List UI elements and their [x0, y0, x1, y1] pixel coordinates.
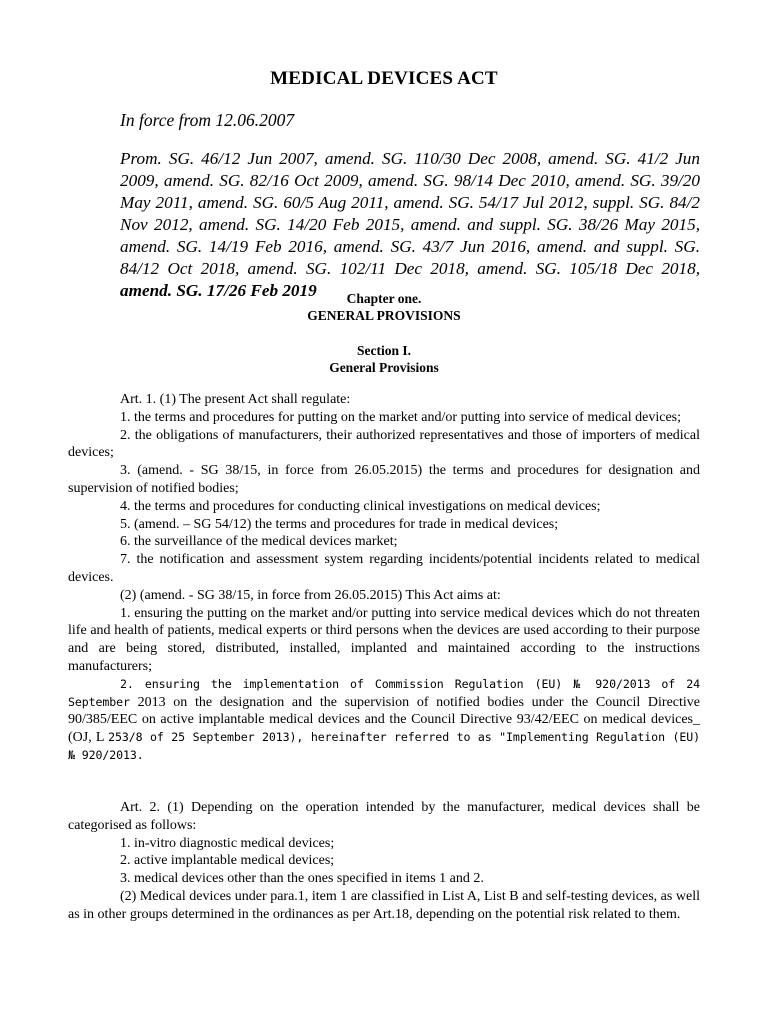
art1-intro: Art. 1. (1) The present Act shall regulate:: [120, 392, 351, 407]
promulgation-text: Prom. SG. 46/12 Jun 2007, amend. SG. 110/30 Dec 2008, amend. SG. 41/2 Jun 2009, amend. SG. 82/16 Oct 2009, amend. SG. 98/14 Dec 2010, amend. SG. 39/20 May 2011, amend. SG. 60/5 Aug 2011, amend. SG. 54/17 Jul 2012, suppl. SG. 84/2 Nov 2012, amend. SG. 14/20 Feb 2015, amend. and suppl. SG. 38/26 May 2015, amend. SG. 14/19 Feb 2016, amend. SG. 43/7 Jun 2016, amend. and suppl. SG. 84/12 Oct 2018, amend. SG. 102/11 Dec 2018, amend. SG. 105/18 Dec 2018,: [120, 149, 700, 278]
art1-item-2: 2. the obligations of manufacturers, their authorized representatives and those of importers of medical devices;: [68, 427, 700, 461]
art1-item-4: 4. the terms and procedures for conducting clinical investigations on medical devices;: [120, 498, 601, 514]
art2-para2: (2) Medical devices under para.1, item 1 are classified in List A, List B and self-testing devices, as well as in other groups determined in the ordinances as per Art.18, depending on the potential risk related to them.: [68, 888, 700, 922]
art1-item-6: 6. the surveillance of the medical devices market;: [120, 534, 398, 550]
art1-para2-intro: (2) (amend. - SG 38/15, in force from 26.05.2015) This Act aims at:: [120, 587, 501, 603]
art1-item-7: 7. the notification and assessment system regarding incidents/potential incidents related to medical devices.: [68, 552, 700, 585]
art1-item-1: 1. the terms and procedures for putting on the market and/or putting into service of medical devices;: [120, 409, 681, 425]
article-1: [68, 391, 700, 765]
chapter-label: Chapter one.: [346, 291, 422, 306]
document-title: MEDICAL DEVICES ACT: [270, 68, 498, 89]
art1-para2-item-2-b: 2013 on the designation and the supervision of notified bodies under the Council Directive 90/385/EEC on active implantable medical devices and the Council Directive 93/42/EEC on medical devices_ (OJ, L: [68, 694, 700, 746]
art1-item-5: 5. (amend. – SG 54/12) the terms and procedures for trade in medical devices;: [120, 516, 559, 532]
art2-item-2: 2. active implantable medical devices;: [120, 853, 335, 869]
chapter-title: GENERAL PROVISIONS: [307, 308, 461, 323]
art1-para2-item-2-a: 2. ensuring the implementation of Commission Regulation (EU) № 920/2013 of 24 September: [68, 676, 700, 709]
promulgation-history: [68, 148, 700, 302]
art2-item-1: 1. in-vitro diagnostic medical devices;: [120, 835, 335, 851]
art2-item-3: 3. medical devices other than the ones specified in items 1 and 2.: [120, 871, 484, 887]
latest-amendment: amend. SG. 17/26 Feb 2019: [120, 281, 317, 300]
art1-item-3: 3. (amend. - SG 38/15, in force from 26.05.2015) the terms and procedures for designation and supervision of notified bodies;: [68, 463, 700, 496]
in-force-date: In force from 12.06.2007: [120, 110, 295, 130]
article-2: [68, 799, 700, 924]
art1-para2-item-1: 1. ensuring the putting on the market and/or putting into service medical devices which do not threaten life and health of patients, medical experts or third persons when the devices are used according to their purpose and are being stored, distributed, installed, implanted and maintained according to the instructions manufacturers;: [68, 605, 700, 674]
section-title: General Provisions: [329, 360, 439, 375]
art2-intro: Art. 2. (1) Depending on the operation intended by the manufacturer, medical devices shall be categorised as follows:: [68, 800, 700, 833]
art1-para2-item-2-c: 253/8 of 25 September 2013), hereinafter referred to as "Implementing Regulation (EU) № 920/2013.: [68, 730, 700, 762]
section-label: Section I.: [357, 343, 411, 358]
art1-para2-item-2: [68, 676, 700, 765]
